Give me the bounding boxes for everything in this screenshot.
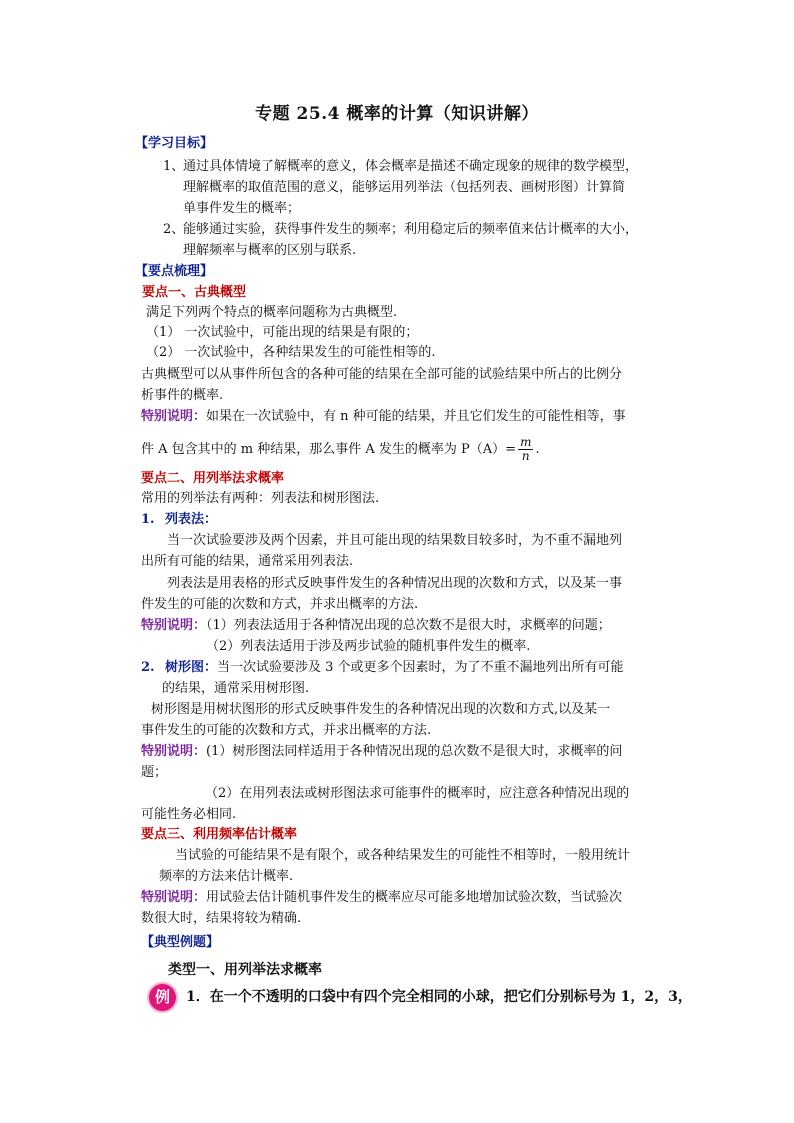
point-3-heading: 要点三、利用频率估计概率 bbox=[141, 827, 298, 842]
tree-diagram-text: 当一次试验要涉及 3 个或更多个因素时，为了不重不漏地列出所有可能 bbox=[217, 660, 624, 675]
point-3-note bbox=[141, 889, 622, 907]
note-text: （1）列表法适用于各种情况出现的总次数不是很大时，求概率的问题； bbox=[206, 618, 611, 633]
goal-1-line: 理解概率的取值范围的意义，能够运用列举法（包括列表、画树形图）计算简 bbox=[183, 180, 626, 195]
point-3-line: 当试验的可能结果不是有限个，或各种结果发生的可能性不相等时，一般用统计 bbox=[175, 848, 631, 863]
special-note-label: 特别说明： bbox=[141, 744, 207, 759]
list-method-line: 列表法是用表格的形式反映事件发生的各种情况出现的次数和方式，以及某一事 bbox=[167, 576, 623, 591]
point-1-line: 析事件的概率. bbox=[141, 388, 224, 403]
goal-1-number: 1、 bbox=[163, 159, 185, 174]
list-method-line: 出所有可能的结果，通常采用列表法. bbox=[141, 554, 354, 569]
goal-1-line: 通过具体情境了解概率的意义，体会概率是描述不确定现象的规律的数学模型， bbox=[183, 159, 639, 174]
point-1-note-formula bbox=[141, 436, 540, 463]
tree-diagram-line: 事件发生的可能的次数和方式，并求出概率的方法. bbox=[141, 723, 432, 738]
note-text: 如果在一次试验中，有 n 种可能的结果，并且它们发生的可能性相等，事 bbox=[206, 409, 626, 424]
point-3-note-line: 数很大时，结果将较为精确. bbox=[141, 911, 302, 926]
list-method-line: 当一次试验要涉及两个因素，并且可能出现的结果数目较多时，为不重不漏地列 bbox=[167, 533, 623, 548]
tree-diagram-note-line: 题； bbox=[141, 765, 168, 780]
point-1-line: 满足下列两个特点的概率问题称为古典概型. bbox=[146, 305, 398, 320]
goal-2-line: 理解频率与概率的区别与联系. bbox=[183, 243, 357, 258]
point-1-line: 古典概型可以从事件所包含的各种可能的结果在全部可能的试验结果中所占的比例分 bbox=[141, 367, 623, 382]
point-1-line: （2） 一次试验中，各种结果发生的可能性相等的. bbox=[146, 345, 436, 360]
point-3-line: 频率的方法来估计概率. bbox=[159, 869, 294, 884]
page-title: 专题 25.4 概率的计算（知识讲解） bbox=[255, 104, 539, 124]
goal-1-line: 单事件发生的概率； bbox=[183, 201, 301, 216]
list-method-note bbox=[141, 617, 611, 635]
point-1-heading: 要点一、古典概型 bbox=[142, 285, 247, 300]
summary-heading: 【要点梳理】 bbox=[135, 264, 214, 279]
list-method-number: 1. bbox=[141, 512, 155, 527]
tree-diagram-note-line: 可能性务必相同. bbox=[141, 807, 237, 822]
example-badge-icon: 例 bbox=[149, 984, 176, 1011]
point-2-heading: 要点二、用列举法求概率 bbox=[141, 471, 285, 486]
tree-diagram-first-line bbox=[165, 659, 624, 677]
tree-diagram-number: 2. bbox=[141, 660, 155, 675]
examples-heading: 【典型例题】 bbox=[141, 935, 220, 950]
tree-diagram-line: 的结果，通常采用树形图. bbox=[162, 681, 310, 696]
tree-diagram-title: 树形图： bbox=[165, 660, 218, 675]
note-period: . bbox=[535, 442, 540, 457]
goal-2-line: 能够通过实验，获得事件发生的频率；利用稳定后的频率值来估计概率的大小， bbox=[183, 222, 639, 237]
tree-diagram-note bbox=[141, 743, 622, 761]
note-text: 用试验去估计随机事件发生的概率应尽可能多地增加试验次数，当试验次 bbox=[206, 890, 623, 905]
point-1-line: （1） 一次试验中，可能出现的结果是有限的； bbox=[146, 325, 419, 340]
learning-goals-heading: 【学习目标】 bbox=[135, 136, 214, 151]
note-text: (1）树形图法同样适用于各种情况出现的总次数不是很大时，求概率的问 bbox=[206, 744, 623, 759]
list-method-line: 件发生的可能的次数和方式，并求出概率的方法. bbox=[141, 597, 419, 612]
example-1-text: 1．在一个不透明的口袋中有四个完全相同的小球，把它们分别标号为 1，2，3， bbox=[186, 989, 692, 1005]
type-1-heading: 类型一、用列举法求概率 bbox=[168, 962, 322, 978]
note-text: 件 A 包含其中的 m 种结果，那么事件 A 发生的概率为 P（A）= bbox=[141, 442, 517, 457]
special-note-label: 特别说明： bbox=[141, 409, 207, 424]
special-note-label: 特别说明： bbox=[141, 618, 207, 633]
tree-diagram-line: 树形图是用树状图形的形式反映事件发生的各种情况出现的次数和方式,以及某一 bbox=[151, 702, 611, 717]
fraction-numerator: m bbox=[520, 435, 532, 449]
fraction-denominator: n bbox=[521, 449, 530, 463]
probability-fraction bbox=[518, 436, 533, 463]
goal-2-number: 2、 bbox=[163, 222, 185, 237]
point-2-intro: 常用的列举法有两种：列表法和树形图法. bbox=[141, 491, 380, 506]
list-method-title: 列表法： bbox=[165, 512, 218, 527]
tree-diagram-note-line: （2）在用列表法或树形图法求可能事件的概率时，应注意各种情况出现的 bbox=[205, 786, 630, 801]
list-method-note-line: （2）列表法适用于涉及两步试验的随机事件发生的概率. bbox=[206, 639, 531, 654]
point-1-note bbox=[141, 408, 626, 426]
special-note-label: 特别说明： bbox=[141, 890, 207, 905]
